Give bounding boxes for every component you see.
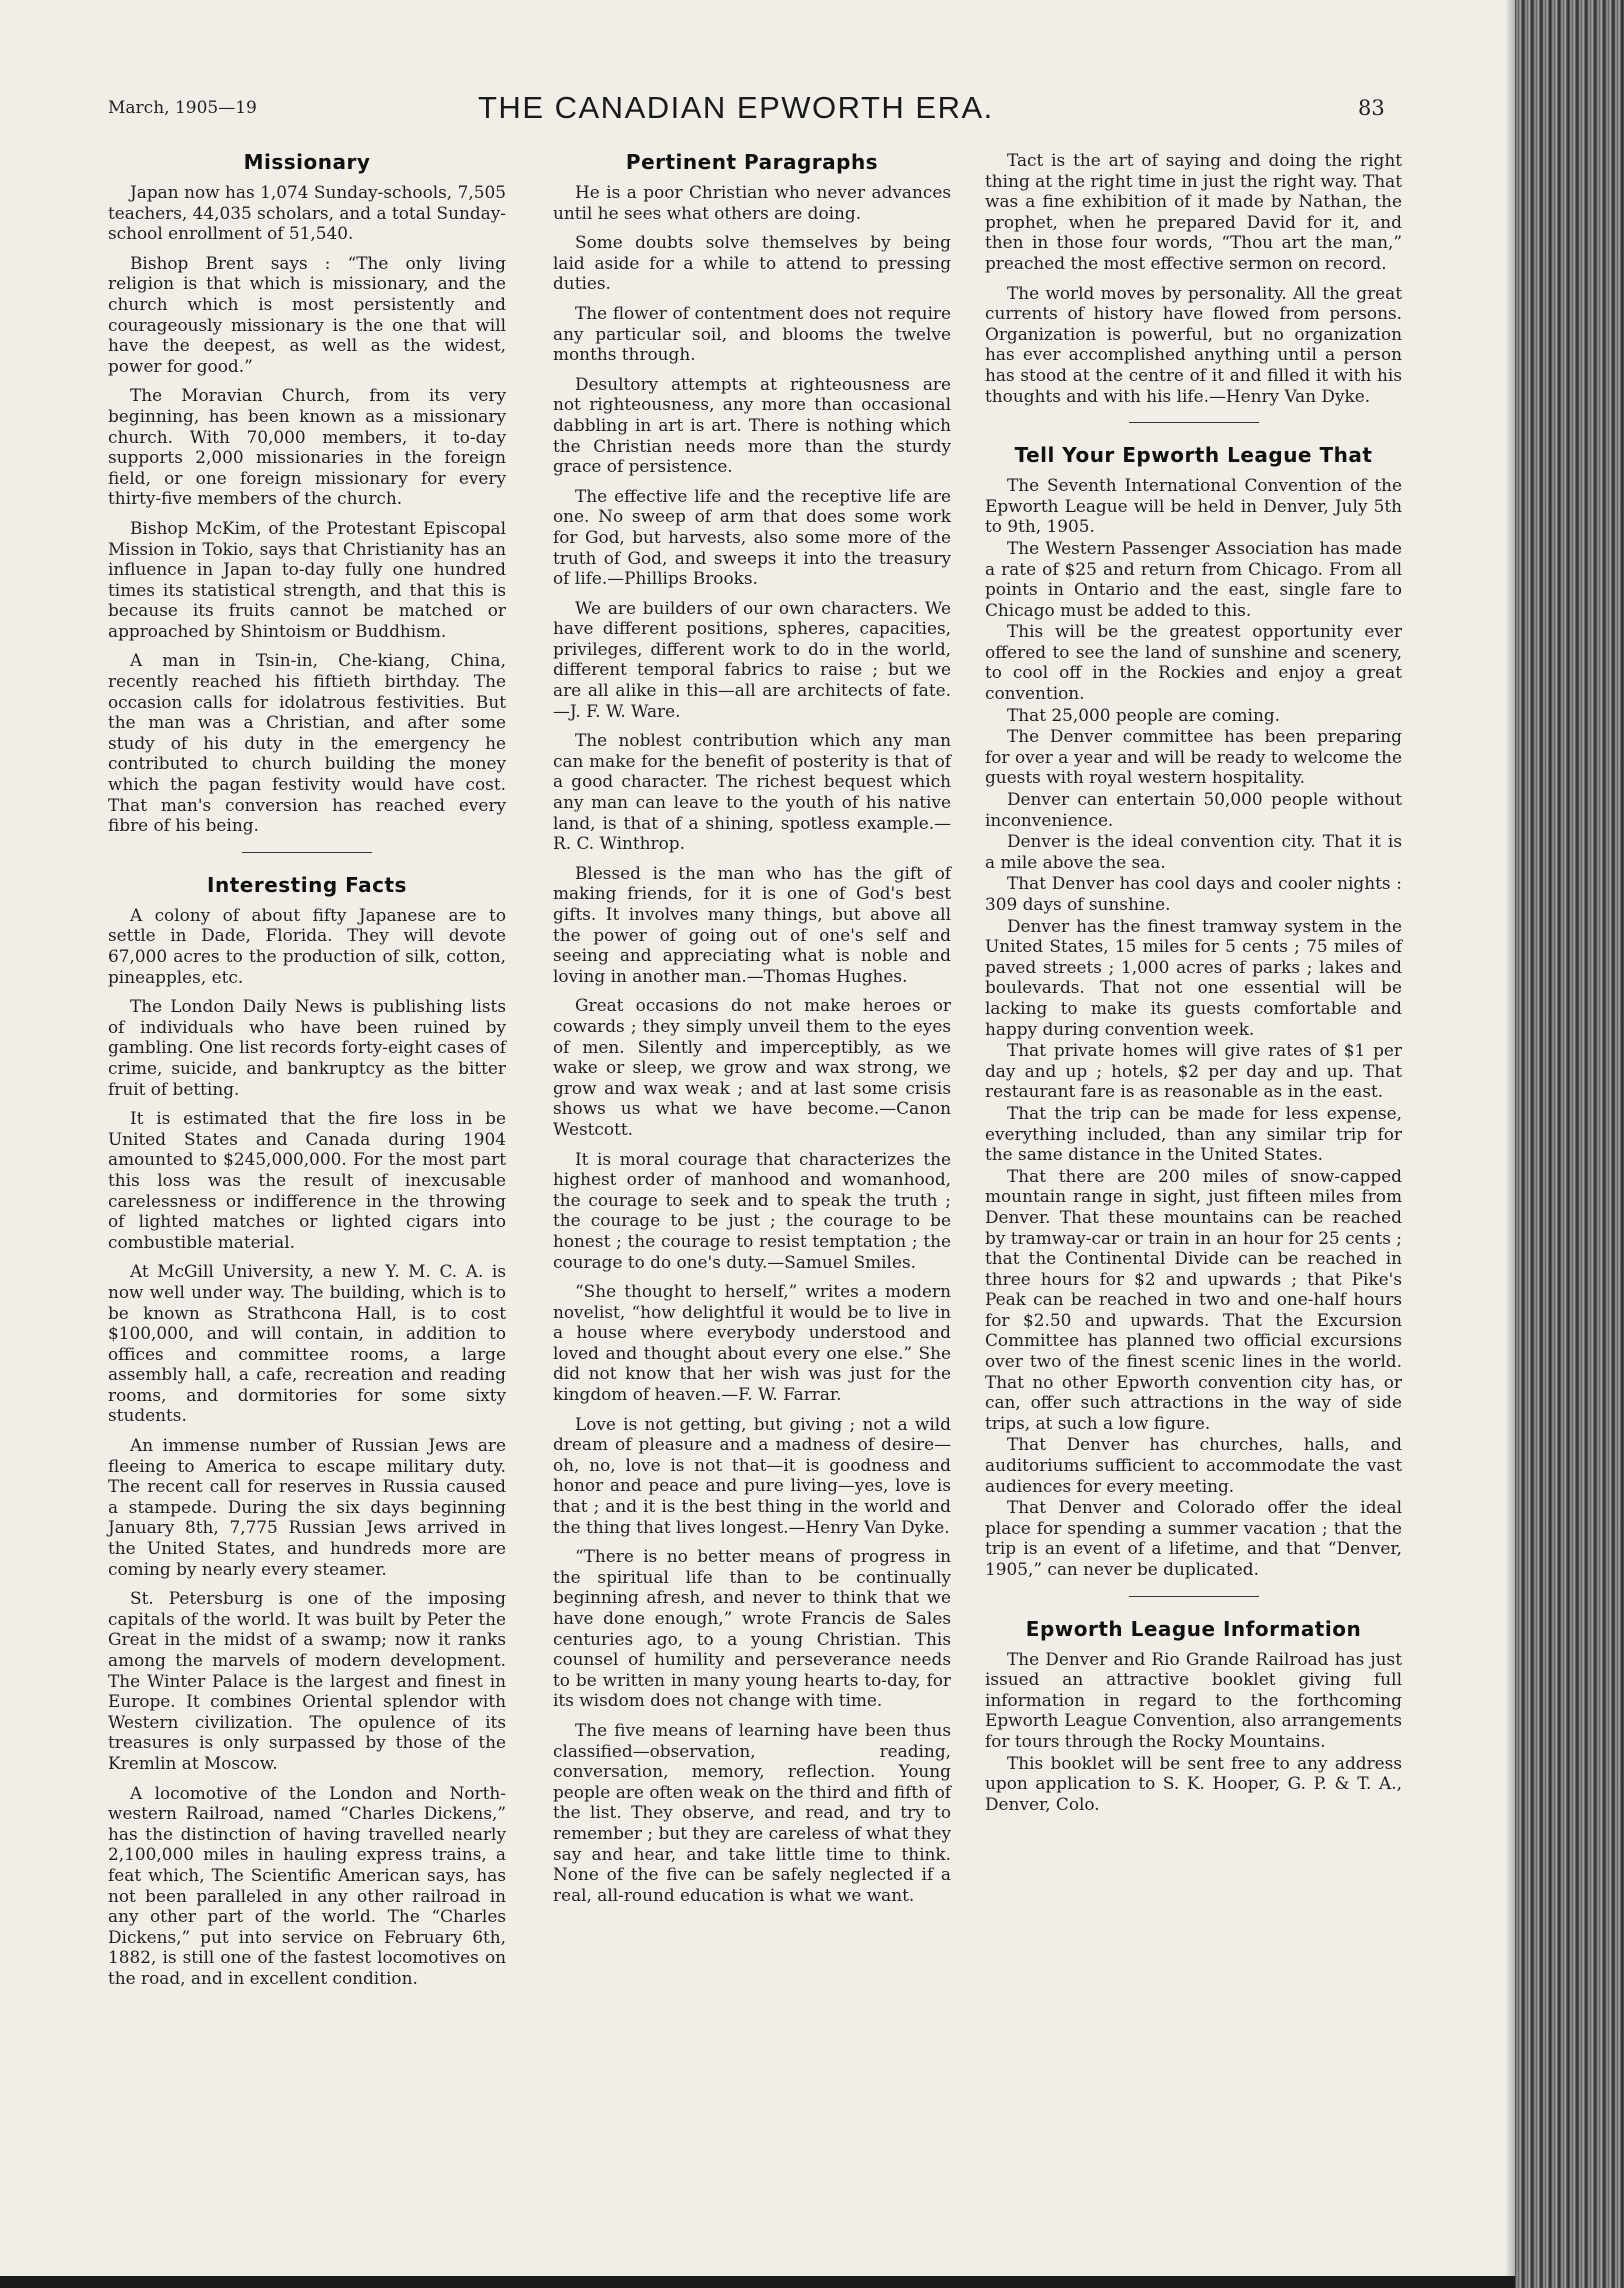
- paragraph: The Denver committee has been preparing for over a year and will be ready to welcome the guests with royal western hospitality.: [985, 726, 1402, 788]
- paragraph: The effective life and the receptive life are one. No sweep of arm that does some work for God, but harvests, also some more of the truth of God, and sweeps it into the treasury of life.—Phillips Brooks.: [553, 485, 951, 589]
- section-heading-tell-your-epworth-league: Tell Your Epworth League That: [1014, 443, 1373, 468]
- paragraph: Love is not getting, but giving ; not a wild dream of pleasure and a madness of desire—oh, no, love is not that—it is goodness and honor and peace and pure living—yes, love is that ; and it is the best thing in the world and the thing that lives longest.—Henry Van Dyke.: [553, 1413, 951, 1537]
- paragraph: This will be the greatest opportunity ever offered to see the land of sunshine and scenery, to cool off in the Rockies and enjoy a great convention.: [985, 621, 1402, 704]
- paragraph: “She thought to herself,” writes a modern novelist, “how delightful it would be to live in a house where everybody understood and loved and thought about every one else.” She did not know that her wish was just for the kingdom of heaven.—F. W. Farrar.: [553, 1281, 951, 1405]
- paragraph: That the trip can be made for less expense, everything included, than any similar trip for the same distance in the United States.: [985, 1102, 1402, 1165]
- paragraph: An immense number of Russian Jews are fleeing to America to escape military duty. The recent call for reserves in Russia caused a stampede. During the six days beginning January 8th, 7,775 Russian Jews arrived in the United States, and hundreds more are coming by nearly every steamer.: [108, 1435, 506, 1579]
- divider: [1129, 1596, 1259, 1597]
- paragraph: The five means of learning have been thus classified—observation, reading, conversation, memory, reflection. Young people are often weak on the third and fifth of the list. They observe, and read, and try to remember ; but they are careless of what they say and hear, and take little time to think. None of the five can be safely neglected if a real, all-round education is what we want.: [553, 1719, 951, 1905]
- paragraph: That there are 200 miles of snow-capped mountain range in sight, just fifteen miles from Denver. That these mountains can be reached by tramway-car or train in an hour for 25 cents ; that the Continental Divide can be reached in three hours for $2 and upwards ; that Pike's Peak can be reached in two and one-half hours for $2.50 and upwards. That the Excursion Committee has planned two official excursions over two of the finest scenic lines in the world. That no other Epworth convention city has, or can, offer such attractions in the way of side trips, at such a low figure.: [985, 1165, 1402, 1433]
- information-notice: [985, 1649, 1402, 1815]
- paragraph: Bishop McKim, of the Protestant Episcopal Mission in Tokio, says that Christianity has an influence in Japan to-day fully one hundred times its statistical strength, and that this is because its fruits cannot be matched or approached by Shintoism or Buddhism.: [108, 517, 506, 641]
- paragraph: That private homes will give rates of $1 per day and up ; hotels, $2 per day and up. That restaurant fare is as reasonable as in the east.: [985, 1040, 1402, 1102]
- paragraph: Denver can entertain 50,000 people without inconvenience.: [985, 789, 1402, 830]
- paragraph: Great occasions do not make heroes or cowards ; they simply unveil them to the eyes of men. Silently and imperceptibly, as we wake or sleep, we grow and wax strong, we grow and wax weak ; and at last some crisis shows us what we have become.—Canon Westcott.: [553, 995, 951, 1139]
- divider: [1129, 422, 1259, 423]
- paragraph: It is estimated that the fire loss in be United States and Canada during 1904 amounted to $245,000,000. For the most part this loss was the result of inexcusable carelessness or indifference in the throwing of lighted matches or lighted cigars into combustible material.: [108, 1108, 506, 1252]
- magazine-title: THE CANADIAN EPWORTH ERA.: [478, 90, 994, 125]
- paragraph: The flower of contentment does not require any particular soil, and blooms the twelve months through.: [553, 302, 951, 365]
- paragraph: It is moral courage that characterizes the highest order of manhood and womanhood, the courage to seek and to speak the truth ; the courage to be just ; the courage to be honest ; the courage to resist temptation ; the courage to do one's duty.—Samuel Smiles.: [553, 1148, 951, 1272]
- paragraph: The world moves by personality. All the great currents of history have flowed from persons. Organization is powerful, but no organization has ever accomplished anything until a person has stood at the centre of it and filled it with his thoughts and with his life.—Henry Van Dyke.: [985, 282, 1402, 406]
- section-heading-interesting-facts: Interesting Facts: [207, 872, 407, 897]
- paragraph: Denver is the ideal convention city. That it is a mile above the sea.: [985, 831, 1402, 872]
- paragraph: The noblest contribution which any man can make for the benefit of posterity is that of a good character. The richest bequest which any man can leave to the youth of his native land, is that of a shining, spotless example.—R. C. Winthrop.: [553, 730, 951, 854]
- page-header: [108, 90, 1385, 132]
- paragraph: Some doubts solve themselves by being laid aside for a while to attend to pressing duties.: [553, 232, 951, 294]
- paragraph: A locomotive of the London and North-western Railroad, named “Charles Dickens,” has the distinction of having travelled nearly 2,100,000 miles in hauling express trains, a feat which, The Scientific American says, has not been paralleled in any other railroad in any other part of the world. The “Charles Dickens,” put into service on February 6th, 1882, is still one of the fastest locomotives on the road, and in excellent condition.: [108, 1782, 506, 1988]
- column-right: [985, 150, 1402, 1815]
- paragraph: We are builders of our own characters. We have different positions, spheres, capacities, privileges, different work to do in the world, different temporal fabrics to raise ; but we are all alike in this—all are architects of fate.—J. F. W. Ware.: [553, 597, 951, 721]
- paragraph: This booklet will be sent free to any address upon application to S. K. Hooper, G. P. & T. A., Denver, Colo.: [985, 1752, 1402, 1814]
- paragraph: The Seventh International Convention of the Epworth League will be held in Denver, July 5th to 9th, 1905.: [985, 475, 1402, 537]
- paragraph: Denver has the finest tramway system in the United States, 15 miles for 5 cents ; 75 miles of paved streets ; 1,000 acres of parks ; lakes and boulevards. That not one essential will be lacking to make its guests comfortable and happy during convention week.: [985, 915, 1402, 1039]
- paragraph: Tact is the art of saying and doing the right thing at the right time in just the right way. That was a fine exhibition of it made by Nathan, the prophet, when he prepared David for it, and then in those four words, “Thou art the man,” preached the most effective sermon on record.: [985, 150, 1402, 273]
- paragraph: That 25,000 people are coming.: [1007, 704, 1281, 725]
- paragraph: He is a poor Christian who never advances until he sees what others are doing.: [553, 182, 951, 223]
- paragraph: A man in Tsin-in, Che-kiang, China, recently reached his fiftieth birthday. The occasion calls for idolatrous festivities. But the man was a Christian, and after some study of his duty in the emergency he contributed to church building the money which the pagan festivity would have cost. That man's conversion has reached every fibre of his being.: [108, 650, 506, 836]
- convention-facts: [985, 475, 1402, 1579]
- book-binding-edge: [1515, 0, 1624, 2288]
- paragraph: The Denver and Rio Grande Railroad has just issued an attractive booklet giving full information in regard to the forthcoming Epworth League Convention, also arrangements for tours through the Rocky Mountains.: [985, 1648, 1402, 1751]
- paragraph: Japan now has 1,074 Sunday-schools, 7,505 teachers, 44,035 scholars, and a total Sunday-school enrollment of 51,540.: [108, 182, 506, 244]
- paragraph: Desultory attempts at righteousness are not righteousness, any more than occasional dabbling in art is art. There is nothing which the Christian needs more than the sturdy grace of persistence.: [553, 373, 951, 477]
- paragraph: That Denver and Colorado offer the ideal place for spending a summer vacation ; that the trip is an event of a lifetime, and that “Denver, 1905,” can never be duplicated.: [985, 1497, 1402, 1579]
- issue-date: March, 1905—19: [108, 98, 257, 118]
- column-left: [108, 150, 506, 1998]
- scan-bottom-edge: [0, 2276, 1515, 2288]
- paragraph: The Moravian Church, from its very beginning, has been known as a missionary church. With 70,000 members, it to-day supports 2,000 missionaries in the foreign field, or one foreign missionary for every thirty-five members of the church.: [108, 385, 506, 509]
- paragraph: At McGill University, a new Y. M. C. A. is now well under way. The building, which is to be known as Strathcona Hall, is to cost $100,000, and will contain, in addition to offices and committee rooms, a large assembly hall, a cafe, recreation and reading rooms, and dormitories for some sixty students.: [108, 1261, 506, 1426]
- paragraph: That Denver has churches, halls, and auditoriums sufficient to accommodate the vast audiences for every meeting.: [985, 1434, 1402, 1496]
- column-middle: [553, 150, 951, 1914]
- section-heading-missionary: Missionary: [243, 150, 371, 174]
- paragraph: The Western Passenger Association has made a rate of $25 and return from Chicago. From all points in Ontario and the east, single fare to Chicago must be added to this.: [985, 537, 1402, 620]
- paragraph: A colony of about fifty Japanese are to settle in Dade, Florida. They will devote 67,000 acres to the production of silk, cotton, pineapples, etc.: [108, 904, 506, 987]
- section-heading-epworth-league-information: Epworth League Information: [1025, 1616, 1362, 1641]
- paragraph: That Denver has cool days and cooler nights : 309 days of sunshine.: [985, 873, 1402, 914]
- paragraph: “There is no better means of progress in the spiritual life than to be continually beginning afresh, and never to think that we have done enough,” wrote Francis de Sales centuries ago, to a young Christian. This counsel of humility and perseverance needs to be written in many young hearts to-day, for its wisdom does not change with time.: [553, 1546, 951, 1711]
- paragraph: The London Daily News is publishing lists of individuals who have been ruined by gambling. One list records forty-eight cases of crime, suicide, and bankruptcy as the bitter fruit of betting.: [108, 996, 506, 1099]
- divider: [242, 852, 372, 853]
- page-number: 83: [1358, 96, 1385, 120]
- paragraph: Bishop Brent says : “The only living religion is that which is missionary, and the church which is most persistently and courageously missionary is the one that will have the deepest, as well as the widest, power for good.”: [108, 252, 506, 376]
- paragraph: St. Petersburg is one of the imposing capitals of the world. It was built by Peter the Great in the midst of a swamp; now it ranks among the marvels of modern development. The Winter Palace is the largest and finest in Europe. It combines Oriental splendor with Western civilization. The opulence of its treasures is only surpassed by those of the Kremlin at Moscow.: [108, 1588, 506, 1773]
- paragraph: Blessed is the man who has the gift of making friends, for it is one of God's best gifts. It involves many things, but above all the power of going out of one's self and seeing and appreciating what is noble and loving in another man.—Thomas Hughes.: [553, 862, 951, 986]
- section-heading-pertinent-paragraphs: Pertinent Paragraphs: [625, 150, 879, 174]
